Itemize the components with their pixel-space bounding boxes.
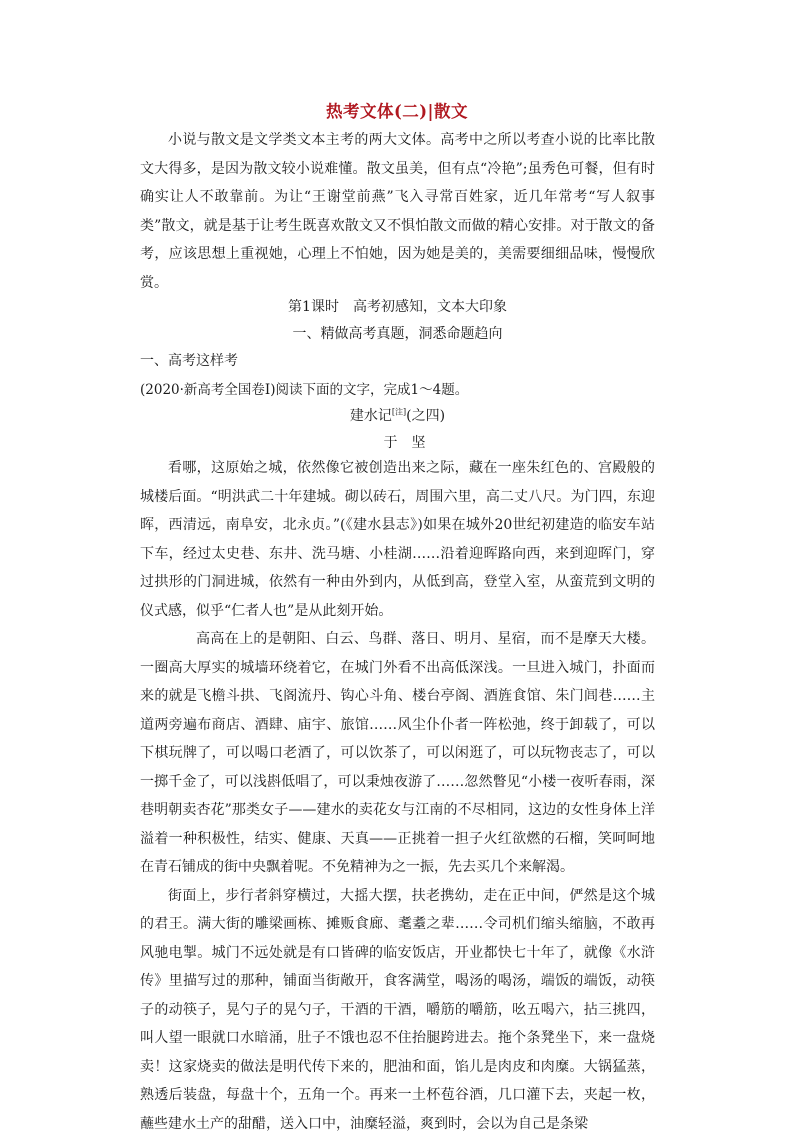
essay-title-main: 建水记 — [350, 408, 392, 424]
intro-paragraph — [140, 126, 655, 297]
essay-paragraph: 街面上，步行者斜穿横过，大摇大摆，扶老携幼，走在正中间，俨然是这个城的君王。满大街的雕梁画栋、摊贩食廊、耄耋之辈……令司机们缩头缩脑，不敢再风驰电掣。城门不远处就是有口皆碑的临安饭店，开业都快七十年了，就像《水浒传》里描写过的那种，铺面当街敞开，食客满堂，喝汤的喝汤，端饭的端饭，动筷子的动筷子，晃勺子的晃勺子，干酒的干酒，嚼筋的嚼筋，吆五喝六，拈三挑四，叫人望一眼就口水暗涌，肚子不饿也忍不住抬腿跨进去。拖个条凳坐下，来一盘烧卖！这家烧卖的做法是明代传下来的，肥油和面，馅儿是肉皮和肉糜。大锅猛蒸，熟透后装盘，每盘十个，五角一个。再来一土杯苞谷酒，几口灌下去，夹起一枚，蘸些建水土产的甜醋，送入口中，油糜轻溢，爽到时，会以为自己是条梁 — [140, 882, 655, 1138]
essay-body — [140, 454, 655, 1138]
section-title: 一、精做高考真题，洞悉命题趋向 — [140, 323, 655, 343]
essay-title-suffix: (之四) — [406, 408, 445, 424]
essay-title-note: [注] — [392, 407, 406, 416]
essay-paragraph: 看哪，这原始之城，依然像它被创造出来之际，藏在一座朱红色的、宫殿般的城楼后面。“明洪武二十年建城。砌以砖石，周围六里，高二丈八尺。为门四，东迎晖，西清远，南阜安，北永贞。”(《建水县志》)如果在城外20世纪初建造的临安车站下车，经过太史巷、东井、洗马塘、小桂湖……沿着迎晖路向西，来到迎晖门，穿过拱形的门洞进城，依然有一种由外到内，从低到高，登堂入室，从蛮荒到文明的仪式感，似乎“仁者人也”是从此刻开始。 — [140, 454, 655, 625]
sub-heading: 一、高考这样考 — [140, 350, 238, 370]
essay-title — [140, 405, 655, 425]
essay-paragraph: 高高在上的是朝阳、白云、鸟群、落日、明月、星宿，而不是摩天大楼。一圈高大厚实的城墙环绕着它，在城门外看不出高低深浅。一旦进入城门，扑面而来的就是飞檐斗拱、飞阁流丹、钩心斗角、楼台亭阁、酒旌食馆、朱门闾巷……主道两旁遍布商店、酒肆、庙宇、旅馆……风尘仆仆者一阵松弛，终于卸载了，可以下棋玩牌了，可以喝口老酒了，可以饮茶了，可以闲逛了，可以玩物丧志了，可以一掷千金了，可以浅斟低唱了，可以秉烛夜游了……忽然瞥见“小楼一夜听春雨，深巷明朝卖杏花”那类女子——建水的卖花女与江南的不尽相同，这边的女性身体上洋溢着一种积极性，结实、健康、天真——正挑着一担子火红欲燃的石榴，笑呵呵地在青石铺成的街中央飘着呢。不免精神为之一振，先去买几个来解渴。 — [140, 625, 655, 882]
lesson-title: 第1课时 高考初感知，文本大印象 — [140, 296, 655, 316]
essay-author: 于坚 — [140, 432, 669, 452]
question-source: (2020·新高考全国卷Ⅰ)阅读下面的文字，完成1～4题。 — [140, 378, 468, 398]
intro-text: 小说与散文是文学类文本主考的两大文体。高考中之所以考查小说的比率比散文大得多，是因为散文较小说难懂。散文虽美，但有点“冷艳”;虽秀色可餐，但有时确实让人不敢靠前。为让“王谢堂前燕”飞入寻常百姓家，近几年常考“写人叙事类”散文，就是基于让考生既喜欢散文又不惧怕散文而做的精心安排。对于散文的备考，应该思想上重视她，心理上不怕她，因为她是美的，美需要细细品味，慢慢欣赏。 — [140, 126, 655, 297]
document-title: 热考文体(二)|散文 — [0, 98, 794, 122]
